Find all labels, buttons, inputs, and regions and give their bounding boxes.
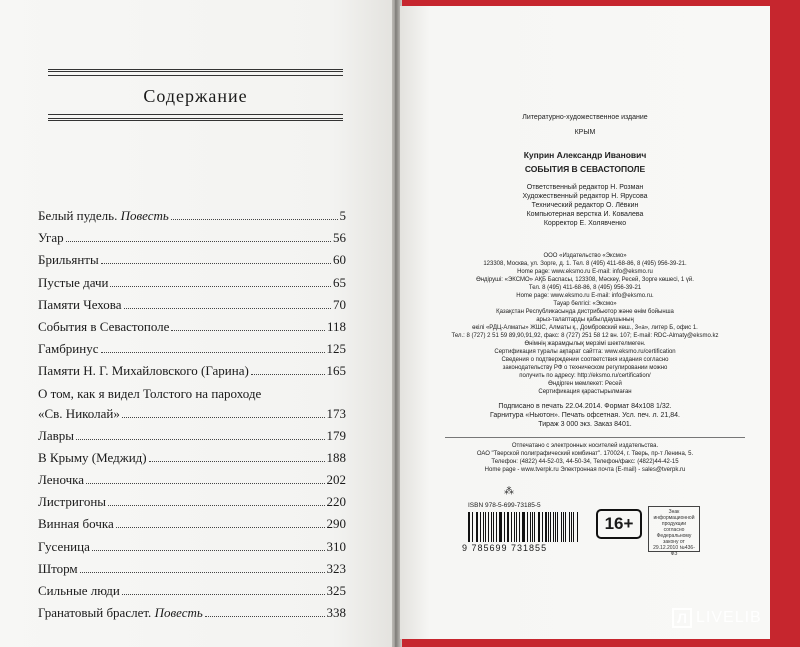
toc-item-page: 202 — [326, 472, 346, 488]
imprint-line: өкілі «РДЦ-Алматы» ЖШС, Алматы қ., Домбровский көш., 3«а», литер Б, офис 1. — [472, 325, 698, 331]
leader-dots — [86, 483, 324, 484]
toc-item — [38, 472, 346, 494]
imprint-line: ООО «Издательство «Эксмо» — [543, 253, 627, 259]
leader-dots — [205, 616, 325, 617]
toc-item-title-text: Брильянты — [38, 252, 99, 268]
toc-item-title-text: Пустые дачи — [38, 274, 109, 290]
toc-item-page: 220 — [326, 494, 346, 510]
toc-item-title — [38, 252, 99, 268]
leader-dots — [101, 263, 331, 264]
imprint-line: законодательству РФ о техническом регулировании можно — [502, 365, 668, 371]
table-of-contents — [38, 208, 346, 627]
toc-item-page: 323 — [326, 560, 346, 576]
toc-item-title — [38, 406, 120, 422]
credit-line: Компьютерная верстка И. Ковалева — [526, 211, 644, 218]
toc-item-title — [38, 208, 169, 224]
tree-icon: ⁂ — [504, 486, 514, 497]
toc-item-title — [38, 341, 99, 357]
imprint-line: получить по адресу: http://eksmo.ru/certification/ — [519, 373, 651, 379]
imprint-line: Home page - www.tverpk.ru Электронная почта (E-mail) - sales@tverpk.ru — [484, 467, 686, 473]
leader-dots — [251, 374, 325, 375]
toc-item-title — [38, 450, 147, 466]
imprint-line: 123308, Москва, ул. Зорге, д. 1. Тел. 8 (495) 411-68-86, 8 (495) 956-39-21. — [483, 261, 687, 267]
barcode-bar — [523, 512, 524, 542]
barcode-bar — [491, 512, 492, 542]
credit-line: Ответственный редактор Н. Розман — [526, 184, 644, 191]
barcode-bar — [508, 512, 509, 542]
barcode-bar — [483, 512, 484, 542]
toc-item-title — [38, 494, 106, 510]
toc-item-title — [38, 516, 114, 532]
imprint-line: Home page: www.eksmo.ru E-mail: info@eksmo.ru. — [516, 293, 654, 299]
info-product-stamp: Знак информационной продукции согласно Федеральному закону от 29.12.2010 №436-ФЗ — [648, 506, 700, 552]
barcode — [468, 512, 578, 542]
toc-item — [38, 363, 346, 385]
livelib-logo-icon: Л — [672, 608, 692, 628]
watermark-text: LIVELIB — [696, 609, 762, 626]
leader-dots — [101, 352, 325, 353]
toc-item-page: 325 — [326, 583, 346, 598]
toc-item-title — [38, 472, 84, 488]
certification-block — [420, 356, 750, 396]
leader-dots — [124, 308, 331, 309]
toc-item-title-text: События в Севастополе — [38, 318, 170, 334]
toc-item-title — [38, 297, 122, 313]
toc-item-page: 60 — [333, 252, 346, 268]
toc-item — [38, 539, 346, 561]
toc-item-title-text: Памяти Н. Г. Михайловского (Гарина) — [38, 363, 249, 379]
imprint-line: Отпечатано с электронных носителей издательства. — [511, 443, 659, 449]
barcode-bar — [573, 512, 574, 542]
divider — [445, 437, 745, 438]
credit-line: Художественный редактор Н. Ярусова — [522, 193, 648, 200]
imprint-line: Тираж 3 000 экз. Заказ 8401. — [538, 421, 632, 428]
imprint-line: Сертификация қарастырылмаған — [538, 389, 632, 395]
toc-item — [38, 428, 346, 450]
toc-item — [38, 605, 346, 627]
toc-item-page: 290 — [326, 516, 346, 532]
toc-item — [38, 341, 346, 363]
toc-item-page: 56 — [333, 230, 346, 246]
barcode-bar — [542, 512, 543, 542]
barcode-bar — [565, 512, 566, 542]
imprint-line: Тауар белгісі: «Эксмо» — [553, 301, 617, 307]
toc-item-title-text: Листригоны — [38, 494, 107, 510]
toc-item-title-text: Гранатовый браслет. — [38, 605, 155, 621]
toc-item — [38, 230, 346, 252]
toc-heading-frame — [48, 69, 343, 121]
leader-dots — [122, 594, 325, 595]
imprint-line: Қазақстан Республикасында дистрибьютор және өнім бойынша — [496, 309, 674, 315]
imprint-line: Сведения о подтверждении соответствия издания согласно — [501, 357, 669, 363]
toc-item-page: 338 — [326, 605, 346, 621]
barcode-bar — [545, 512, 546, 542]
leader-dots — [171, 219, 338, 220]
toc-item-page: 118 — [326, 318, 346, 334]
print-details — [420, 402, 750, 429]
leader-dots — [110, 286, 331, 287]
leader-dots — [80, 572, 325, 573]
toc-item-title — [38, 230, 64, 246]
toc-item-title — [38, 561, 78, 577]
toc-heading: Содержание — [143, 86, 248, 106]
toc-item — [38, 297, 346, 319]
toc-item-title-text: «Св. Николай» — [38, 405, 120, 421]
imprint-line: Өнімнің жарамдылық мерзімі шектелмеген. — [524, 341, 646, 347]
barcode-bar — [534, 512, 535, 542]
imprint-line: Өндірген мемлекет: Ресей — [548, 381, 622, 387]
left-page — [0, 0, 392, 647]
imprint-line: Телефон: (4822) 44-52-03, 44-50-34, Телефон/факс: (4822)44-42-15 — [491, 459, 679, 465]
toc-item — [38, 561, 346, 583]
imprint-line: Тел.: 8 (727) 2 51 59 89,90,91,92, факс: 8 (727) 251 58 12 вн. 107; E-mail: RDC-Almaty@eksmo.kz — [451, 333, 719, 339]
imprint-line: Тел. 8 (495) 411-68-86, 8 (495) 956-39-21 — [528, 285, 642, 291]
toc-item-title-text: Леночка — [38, 472, 85, 488]
toc-item-page: 5 — [339, 208, 346, 223]
toc-item — [38, 583, 346, 605]
toc-item — [38, 516, 346, 538]
imprint-line: арыз-талаптарды қабылдаушының — [536, 317, 634, 323]
barcode-bar — [553, 512, 554, 542]
barcode-bar — [514, 512, 515, 542]
toc-item-title-text: Лавры — [38, 427, 74, 443]
toc-item-title-text: Гусеница — [38, 538, 90, 554]
leader-dots — [122, 417, 325, 418]
toc-item-title — [38, 605, 203, 621]
toc-item-title-line: О том, как я видел Толстого на пароходе — [38, 385, 262, 401]
barcode-bar — [469, 512, 470, 542]
toc-item-title — [38, 428, 74, 444]
toc-item-page: 70 — [333, 296, 346, 312]
toc-item-page: 165 — [326, 363, 346, 379]
toc-item-page: 65 — [333, 274, 346, 290]
publisher-block — [420, 252, 750, 356]
toc-item-page: 188 — [326, 449, 346, 465]
toc-item — [38, 450, 346, 472]
imprint-line: Подписано в печать 22.04.2014. Формат 84х108 1/32. — [498, 403, 672, 410]
toc-item-genre: Повесть — [120, 208, 169, 223]
imprint-line: Сертификация туралы ақпарат сайтта: www.eksmo.ru/certification — [494, 349, 676, 355]
barcode-bar — [500, 512, 501, 542]
site-watermark — [672, 608, 762, 628]
toc-item-title — [38, 363, 249, 379]
barcode-bar — [561, 512, 562, 542]
toc-item-genre: Повесть — [154, 605, 203, 621]
toc-item-title-text: Шторм — [38, 560, 78, 576]
toc-item-page: 179 — [326, 427, 346, 443]
leader-dots — [171, 330, 325, 331]
toc-item — [38, 252, 346, 274]
imprint-line: Home page: www.eksmo.ru E-mail: info@eksmo.ru — [517, 269, 653, 275]
age-rating-badge: 16+ — [596, 509, 642, 539]
credit-line: Корректор Е. Холявченко — [543, 220, 627, 227]
toc-item — [38, 406, 346, 428]
barcode-number: 9 785699 731855 — [462, 543, 548, 553]
toc-item-title-text: Сильные люди — [38, 583, 120, 598]
toc-item-title — [38, 583, 120, 599]
leader-dots — [66, 241, 331, 242]
toc-item-page: 310 — [326, 538, 346, 554]
toc-item — [38, 494, 346, 516]
toc-item-title — [38, 275, 108, 291]
toc-item-title-text: Угар — [38, 230, 64, 246]
barcode-bar — [477, 512, 478, 542]
toc-item — [38, 275, 346, 297]
credits — [420, 183, 750, 228]
isbn-label: ISBN 978-5-699-73185-5 — [468, 502, 541, 509]
toc-item-title-text: Винная бочка — [38, 516, 114, 532]
toc-item-title — [38, 319, 169, 335]
leader-dots — [76, 439, 325, 440]
imprint-line: Өндіруші: «ЭКСМО» АҚБ Баспасы, 123308, Мәскеу, Ресей, Зорге көшесі, 1 үй. — [476, 277, 694, 283]
imprint-line: Гарнитура «Ньютон». Печать офсетная. Усл. печ. л. 21,84. — [490, 412, 680, 419]
printer-block — [420, 442, 750, 474]
imprint-line: ОАО "Тверской полиграфический комбинат". 170024, г. Тверь, пр-т Ленина, 5. — [476, 451, 694, 457]
toc-item — [38, 208, 346, 230]
edition-type: Литературно-художественное издание — [522, 114, 648, 121]
toc-item — [38, 319, 346, 341]
leader-dots — [108, 505, 324, 506]
leader-dots — [92, 550, 325, 551]
toc-item-title-text: Гамбринус — [38, 341, 99, 357]
series-name: КРЫМ — [574, 129, 596, 136]
book-author: Куприн Александр Иванович — [523, 150, 647, 160]
toc-item-title-text: В Крыму (Меджид) — [38, 449, 147, 465]
leader-dots — [116, 527, 325, 528]
barcode-bar — [493, 512, 494, 542]
leader-dots — [149, 461, 325, 462]
toc-item-title — [38, 539, 90, 555]
barcode-bar — [527, 512, 528, 542]
toc-item-title-text: Памяти Чехова — [38, 296, 122, 312]
toc-item-page: 173 — [326, 405, 346, 421]
credit-line: Технический редактор О. Лёвкин — [531, 202, 639, 209]
book-title: СОБЫТИЯ В СЕВАСТОПОЛЕ — [524, 164, 646, 174]
toc-item-title-text: Белый пудель. — [38, 208, 121, 223]
toc-item-page: 125 — [326, 341, 346, 357]
